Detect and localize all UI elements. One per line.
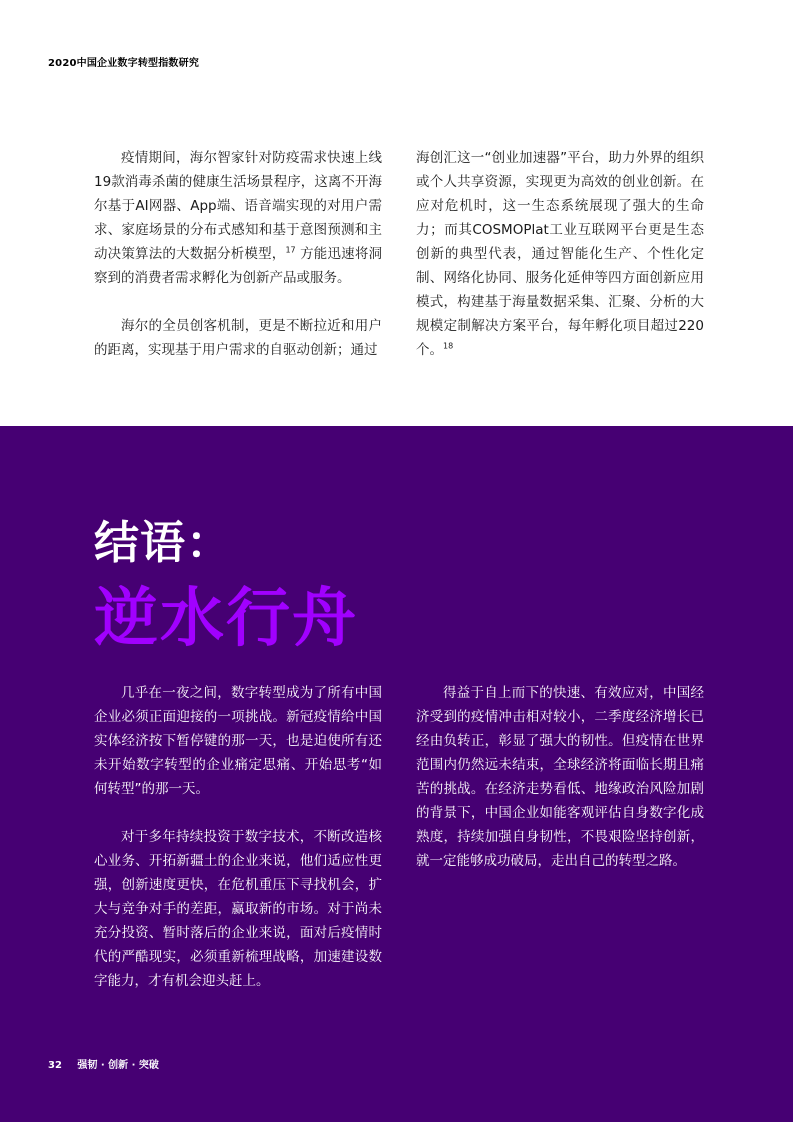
report-title: 2020中国企业数字转型指数研究 [48,58,200,69]
paragraph: 对于多年持续投资于数字技术，不断改造核心业务、开拓新疆土的企业来说，他们适应性更强，创新速度更快，在危机重压下寻找机会，扩大与竞争对手的差距，赢取新的市场。对于尚未充分投资、暂时落后的企业来说，面对后疫情时代的严酷现实，必须重新梳理战略，加速建设数字能力，才有机会迎头赶上。 [94,829,382,989]
paragraph-text: 海创汇这一“创业加速器”平台，助力外界的组织或个人共享资源，实现更为高效的创业创新。在应对危机时，这一生态系统展现了强大的生命力；而其COSMOPlat工业互联网平台更是生态创新的典型代表，通过智能化生产、个性化定制、网络化协同、服务化延伸等四方面创新应用模式，构建基于海量数据采集、汇聚、分析的大规模定制解决方案平台，每年孵化项目超过220个。 [416,150,704,358]
paragraph [416,146,704,362]
page-number: 32 [48,1060,62,1071]
footnote-ref: 18 [443,341,454,351]
page-footer [48,1056,159,1071]
conclusion-label: 结语： [94,516,233,569]
paragraph: 几乎在一夜之间，数字转型成为了所有中国企业必须正面迎接的一项挑战。新冠疫情给中国实体经济按下暂停键的那一天，也是迫使所有还未开始数字转型的企业痛定思痛、开始思考“如何转型”的那一天。 [94,685,382,797]
footer-tagline: 强韧 · 创新 · 突破 [77,1060,159,1071]
conclusion-left-column [94,681,382,993]
paragraph-text: 方能迅速将洞察到的消费者需求孵化为创新产品或服务。 [94,246,383,286]
conclusion-title: 逆水行舟 [94,582,358,656]
paragraph-text: 疫情期间，海尔智家针对防疫需求快速上线19款消毒杀菌的健康生活场景程序，这离不开海尔基于AI网器、App端、语音端实现的对用户需求、家庭场景的分布式感知和基于意图预测和主动决策算法的大数据分析模型， [94,150,382,262]
paragraph: 海尔的全员创客机制，更是不断拉近和用户的距离，实现基于用户需求的自驱动创新；通过 [94,318,382,358]
conclusion-right-column [416,681,704,873]
conclusion-section [0,426,793,1122]
top-left-column [94,146,382,362]
paragraph: 得益于自上而下的快速、有效应对，中国经济受到的疫情冲击相对较小，二季度经济增长已经由负转正，彰显了强大的韧性。但疫情在世界范围内仍然远未结束，全球经济将面临长期且痛苦的挑战。在经济走势看低、地缘政治风险加剧的背景下，中国企业如能客观评估自身数字化成熟度，持续加强自身韧性，不畏艰险坚持创新，就一定能够成功破局，走出自己的转型之路。 [416,685,704,869]
top-right-column [416,146,704,362]
footnote-ref: 17 [285,245,296,255]
paragraph [94,146,382,290]
